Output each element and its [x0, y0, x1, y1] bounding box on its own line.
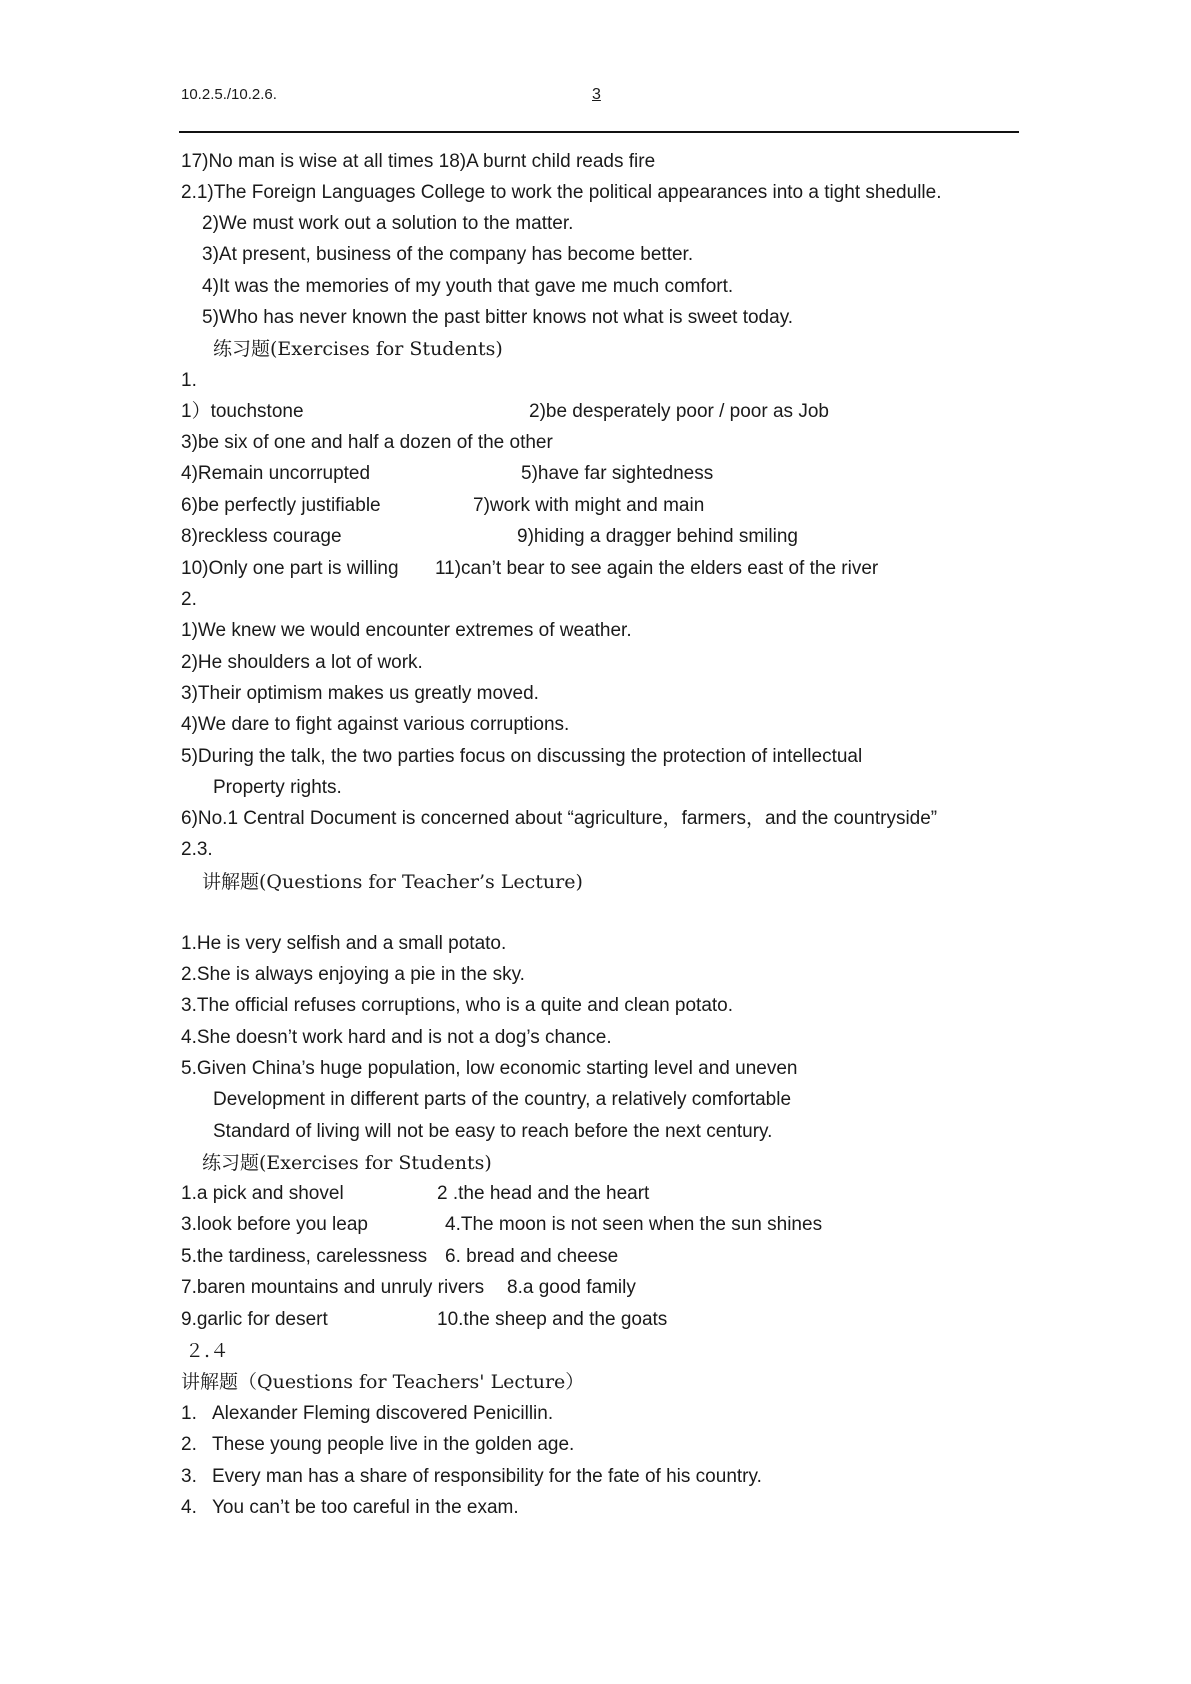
list-item-number: 1. — [181, 1403, 197, 1424]
list-item-number: 2. — [181, 1434, 197, 1455]
section-heading: 讲解题(Questions for Teacher’s Lecture) — [202, 871, 583, 893]
text-line: 2.She is always enjoying a pie in the sky. — [181, 964, 525, 985]
answer-item: 11)can’t bear to see again the elders east of the river — [435, 558, 879, 579]
answer-item: 7)work with might and main — [473, 495, 705, 516]
list-item-number: 3. — [181, 1466, 197, 1487]
answer-item: 6)be perfectly justifiable — [181, 495, 381, 516]
text-line: 4)We dare to fight against various corruptions. — [181, 714, 570, 735]
list-item-text: Alexander Fleming discovered Penicillin. — [212, 1403, 554, 1424]
text-line: 4)It was the memories of my youth that gave me much comfort. — [202, 276, 734, 297]
answer-item: 4.The moon is not seen when the sun shines — [445, 1214, 823, 1235]
header-divider — [179, 131, 1019, 133]
text-line: 17)No man is wise at all times 18)A burnt child reads fire — [181, 151, 656, 172]
answer-item: 2 .the head and the heart — [437, 1183, 650, 1204]
text-line: 3)At present, business of the company has become better. — [202, 244, 694, 265]
answer-item: 3.look before you leap — [181, 1214, 368, 1235]
answer-item: 8.a good family — [507, 1277, 636, 1298]
section-number: ２.４ — [185, 1340, 230, 1362]
text-line: 6)No.1 Central Document is concerned about “agriculture，farmers，and the countryside” — [181, 808, 938, 829]
text-line: 3)be six of one and half a dozen of the other — [181, 432, 553, 453]
text-line: Development in different parts of the country, a relatively comfortable — [213, 1089, 792, 1110]
text-line: 5.Given China’s huge population, low economic starting level and uneven — [181, 1058, 798, 1079]
text-line: 5)During the talk, the two parties focus on discussing the protection of intellectual — [181, 746, 863, 767]
answer-item: 7.baren mountains and unruly rivers — [181, 1277, 485, 1298]
list-item — [181, 1402, 553, 1426]
section-heading: 练习题(Exercises for Students) — [213, 338, 503, 360]
answer-item: 4)Remain uncorrupted — [181, 463, 371, 484]
answer-item: 1.a pick and shovel — [181, 1183, 344, 1204]
text-line: 3.The official refuses corruptions, who is a quite and clean potato. — [181, 995, 734, 1016]
section-heading: 练习题(Exercises for Students) — [202, 1152, 492, 1174]
section-heading: 讲解题（Questions for Teachers' Lecture） — [181, 1371, 585, 1393]
answer-item: 9)hiding a dragger behind smiling — [517, 526, 798, 547]
answer-item: 5.the tardiness, carelessness — [181, 1246, 428, 1267]
list-item-text: You can’t be too careful in the exam. — [212, 1497, 519, 1518]
text-line: 5)Who has never known the past bitter knows not what is sweet today. — [202, 307, 794, 328]
text-line: Standard of living will not be easy to reach before the next century. — [213, 1121, 773, 1142]
answer-item: 6. bread and cheese — [445, 1246, 619, 1267]
answer-item: 10)Only one part is willing — [181, 558, 399, 579]
text-line: 1)We knew we would encounter extremes of weather. — [181, 620, 632, 641]
page-number: 3 — [592, 86, 601, 103]
text-line: 1. — [181, 370, 197, 391]
list-item-text: These young people live in the golden age. — [212, 1434, 575, 1455]
text-line: 4.She doesn’t work hard and is not a dog’s chance. — [181, 1027, 612, 1048]
text-line: 3)Their optimism makes us greatly moved. — [181, 683, 539, 704]
text-line: 2.3. — [181, 839, 213, 860]
answer-item: 9.garlic for desert — [181, 1309, 328, 1330]
answer-item: 1）touchstone — [181, 401, 304, 422]
text-line: 2)He shoulders a lot of work. — [181, 652, 423, 673]
list-item — [181, 1496, 519, 1520]
list-item-text: Every man has a share of responsibility for the fate of his country. — [212, 1466, 762, 1487]
list-item-number: 4. — [181, 1497, 197, 1518]
list-item — [181, 1465, 762, 1489]
text-line: 2)We must work out a solution to the matter. — [202, 213, 574, 234]
answer-item: 10.the sheep and the goats — [437, 1309, 668, 1330]
list-item — [181, 1433, 574, 1457]
answer-item: 5)have far sightedness — [521, 463, 714, 484]
text-line: 2.1)The Foreign Languages College to work the political appearances into a tight shedulle. — [181, 182, 942, 203]
answer-item: 8)reckless courage — [181, 526, 342, 547]
text-line: 1.He is very selfish and a small potato. — [181, 933, 507, 954]
section-reference: 10.2.5./10.2.6. — [181, 86, 277, 103]
text-line: 2. — [181, 589, 197, 610]
text-line: Property rights. — [213, 777, 342, 798]
answer-item: 2)be desperately poor / poor as Job — [529, 401, 829, 422]
